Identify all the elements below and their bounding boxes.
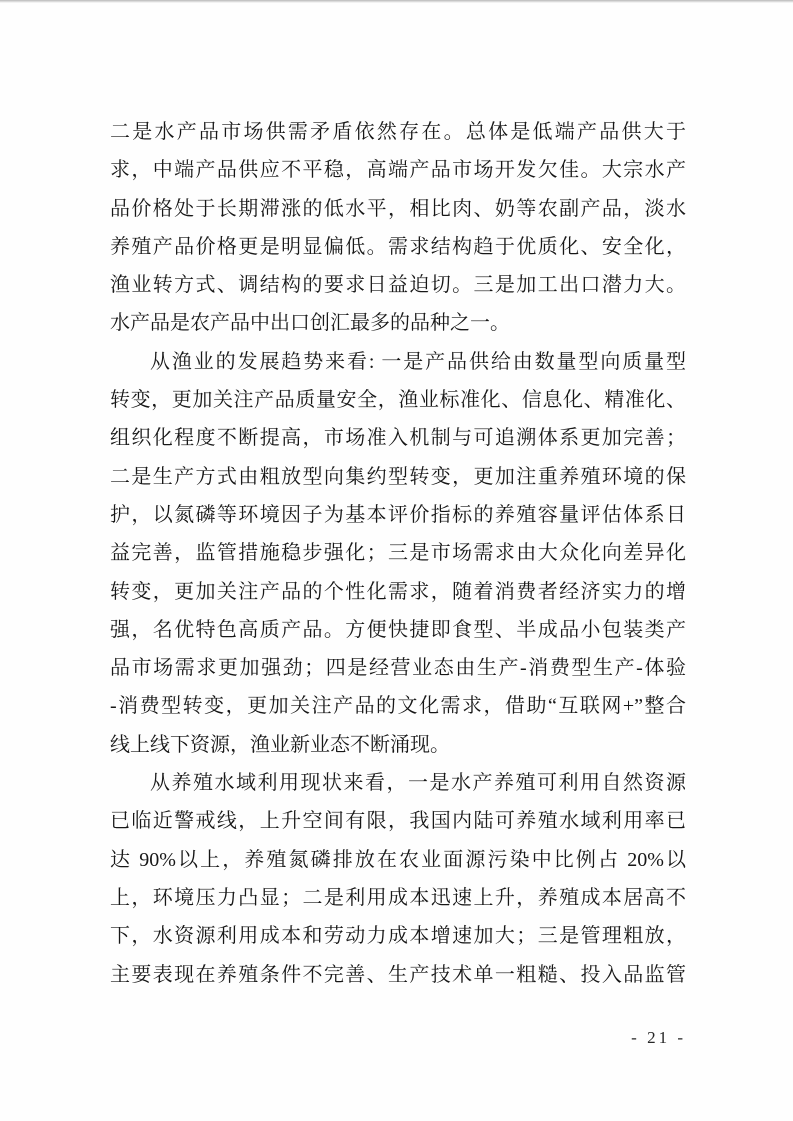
text-line: 二是水产品市场供需矛盾依然存在。总体是低端产品供大于 [110, 121, 686, 143]
paragraph-2 [110, 343, 686, 764]
text-line: 上，环境压力凸显；二是利用成本迅速上升，养殖成本居高不 [110, 886, 686, 909]
text-line: 组织化程度不断提高，市场准入机制与可追溯体系更加完善； [110, 427, 686, 450]
text-line: 护，以氮磷等环境因子为基本评价指标的养殖容量评估体系日 [110, 503, 686, 526]
text-line: 从渔业的发展趋势来看: 一是产品供给由数量型向质量型 [150, 350, 686, 373]
text-line: 达 90%以上，养殖氮磷排放在农业面源污染中比例占 20%以 [110, 848, 686, 871]
text-line: 下，水资源利用成本和劳动力成本增速加大；三是管理粗放， [110, 925, 686, 948]
text-line: 转变，更加关注产品质量安全，渔业标准化、信息化、精准化、 [110, 389, 686, 412]
text-line: 二是生产方式由粗放型向集约型转变，更加注重养殖环境的保 [110, 465, 686, 488]
text-line: 养殖产品价格更是明显偏低。需求结构趋于优质化、安全化， [110, 235, 686, 258]
text-line: -消费型转变，更加关注产品的文化需求，借助“互联网+”整合 [110, 695, 686, 718]
text-line: 品市场需求更加强劲；四是经营业态由生产-消费型生产-体验 [110, 657, 686, 680]
text-line: 水产品是农产品中出口创汇最多的品种之一。 [110, 312, 510, 335]
text-line: 主要表现在养殖条件不完善、生产技术单一粗糙、投入品监管 [110, 963, 686, 986]
text-line: 渔业转方式、调结构的要求日益迫切。三是加工出口潜力大。 [110, 274, 686, 297]
text-line: 求，中端产品供应不平稳，高端产品市场开发欠佳。大宗水产 [110, 159, 686, 182]
text-line: 品价格处于长期滞涨的低水平，相比肉、奶等农副产品，淡水 [110, 197, 686, 220]
text-line: 转变，更加关注产品的个性化需求，随着消费者经济实力的增 [110, 580, 686, 603]
scan-edge-shadow [0, 0, 793, 3]
body-text [110, 113, 686, 994]
paragraph-3 [110, 764, 686, 994]
paragraph-1 [110, 113, 686, 343]
text-line: 已临近警戒线，上升空间有限，我国内陆可养殖水域利用率已 [110, 810, 686, 833]
text-line: 线上线下资源，渔业新业态不断涌现。 [110, 733, 450, 756]
text-line: 强，名优特色高质产品。方便快捷即食型、半成品小包装类产 [110, 618, 686, 641]
text-line: 从养殖水域利用现状来看，一是水产养殖可利用自然资源 [150, 772, 686, 795]
text-line: 益完善，监管措施稳步强化；三是市场需求由大众化向差异化 [110, 542, 686, 565]
page-number: - 21 - [631, 1028, 686, 1047]
